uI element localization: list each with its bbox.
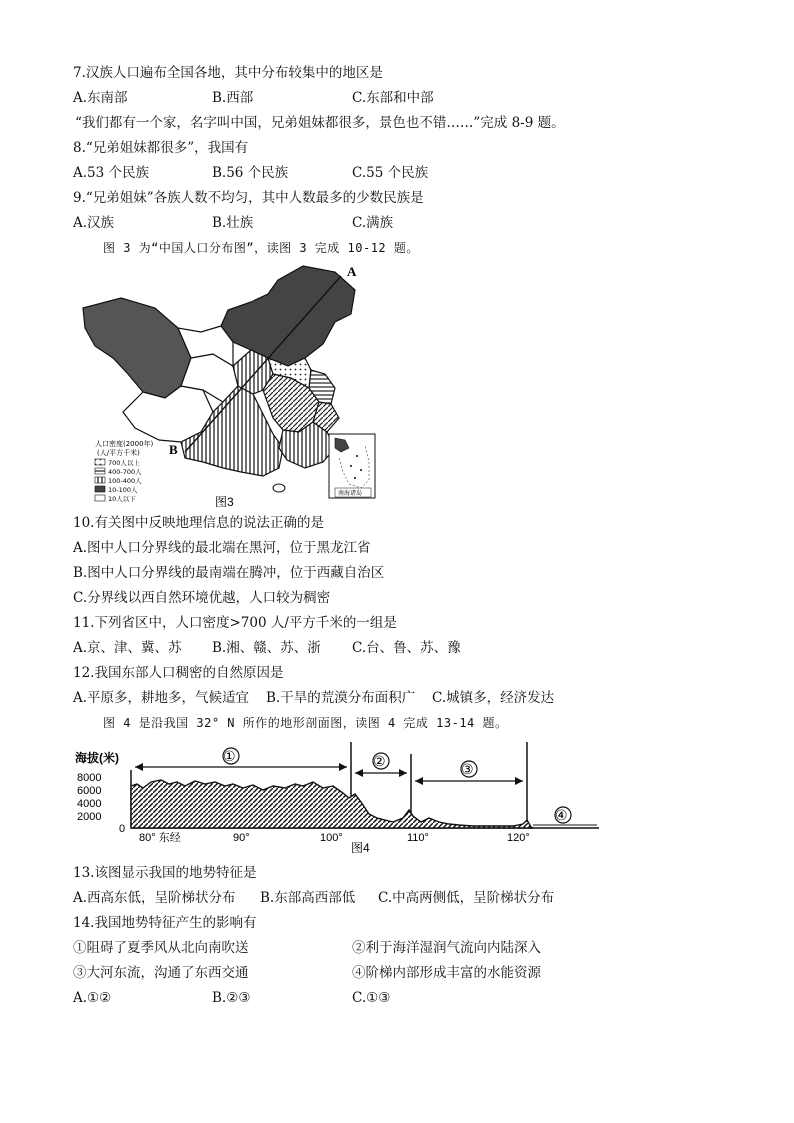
q9-stem: 9.“兄弟姐妹”各族人数不均匀，其中人数最多的少数民族是: [73, 190, 424, 206]
q11-option-b: B.湘、赣、苏、浙: [212, 640, 321, 656]
q12-option-a: A.平原多，耕地多，气候适宜: [73, 690, 250, 706]
q8-stem: 8.“兄弟姐妹都很多”，我国有: [73, 140, 249, 156]
legend-swatch-100-400: [95, 477, 105, 483]
q10-option-c: C.分界线以西自然环境优越，人口较为稠密: [73, 590, 331, 606]
section-2-label: ②: [373, 754, 386, 770]
fig3-label: 图3: [215, 495, 234, 509]
x-tick-120: 120°: [507, 832, 530, 844]
q14-option-c: C.①③: [352, 990, 391, 1006]
region-hainan: [273, 484, 285, 492]
section-3-label: ③: [461, 762, 474, 778]
q7-option-a: A.东南部: [73, 90, 128, 106]
q12-option-b: B.干旱的荒漠分布面积广: [266, 690, 416, 706]
q12-option-c: C.城镇多，经济发达: [432, 690, 555, 706]
inset-label: 南海诸岛: [338, 490, 363, 497]
section-1-label: ①: [223, 749, 236, 765]
section-4-label: ④: [555, 808, 568, 824]
terrain-profile: [131, 780, 533, 828]
q9-option-a: A.汉族: [73, 215, 115, 231]
y-axis-title: 海拔(米): [75, 751, 119, 765]
q13-option-b: B.东部高西部低: [260, 890, 356, 906]
legend-item-under-10: 10人以下: [108, 495, 136, 503]
legend-item-700: 700人以上: [108, 459, 140, 467]
fig3-intro: 图 3 为“中国人口分布图”，读图 3 完成 10-12 题。: [103, 241, 419, 255]
y-tick-4000: 4000: [77, 798, 102, 810]
q11-option-a: A.京、津、冀、苏: [73, 640, 182, 656]
fig4-intro: 图 4 是沿我国 32° N 所作的地形剖面图，读图 4 完成 13-14 题。: [103, 716, 508, 730]
q7-stem: 7.汉族人口遍布全国各地，其中分布较集中的地区是: [73, 65, 383, 81]
q8-option-b: B.56 个民族: [212, 165, 289, 181]
q9-option-c: C.满族: [352, 215, 394, 231]
q14-option-b: B.②③: [212, 990, 251, 1006]
legend-title: 人口密度(2000年): [95, 440, 154, 448]
q14-stem: 14.我国地势特征产生的影响有: [73, 915, 257, 931]
legend-item-400-700: 400-700人: [108, 468, 142, 476]
y-tick-6000: 6000: [77, 785, 102, 797]
south-china-sea-inset: [329, 434, 375, 498]
china-population-map: [73, 262, 413, 512]
x-tick-80: 80° 东经: [139, 832, 181, 844]
q14-option-a: A.①②: [73, 990, 112, 1006]
x-tick-90: 90°: [233, 832, 250, 844]
q7-option-c: C.东部和中部: [352, 90, 434, 106]
q8-option-c: C.55 个民族: [352, 165, 429, 181]
q14-statement-4: ④阶梯内部形成丰富的水能资源: [352, 965, 541, 981]
point-a-label: A: [347, 264, 357, 279]
q11-stem: 11.下列省区中，人口密度>700 人/平方千米的一组是: [73, 615, 397, 631]
y-tick-2000: 2000: [77, 811, 102, 823]
legend-unit: (人/平方千米): [97, 449, 140, 457]
y-tick-0: 0: [119, 823, 126, 835]
q8-option-a: A.53 个民族: [73, 165, 150, 181]
legend-item-10-100: 10-100人: [108, 486, 138, 494]
legend-swatch-400-700: [95, 468, 105, 474]
q10-option-b: B.图中人口分界线的最南端在腾冲，位于西藏自治区: [73, 565, 385, 581]
q14-statement-3: ③大河东流，沟通了东西交通: [73, 965, 249, 981]
q12-stem: 12.我国东部人口稠密的自然原因是: [73, 665, 284, 681]
q9-option-b: B.壮族: [212, 215, 254, 231]
q13-option-a: A.西高东低，呈阶梯状分布: [73, 890, 236, 906]
q13-option-c: C.中高两侧低，呈阶梯状分布: [378, 890, 555, 906]
q7-option-b: B.西部: [212, 90, 254, 106]
q13-stem: 13.该图显示我国的地势特征是: [73, 865, 257, 881]
fig4-label: 图4: [351, 841, 370, 855]
y-tick-8000: 8000: [77, 772, 102, 784]
legend-item-100-400: 100-400人: [108, 477, 142, 485]
x-tick-100: 100°: [320, 832, 343, 844]
q10-stem: 10.有关图中反映地理信息的说法正确的是: [73, 515, 324, 531]
q14-statement-1: ①阻碍了夏季风从北向南吹送: [73, 940, 249, 956]
terrain-profile-chart: [73, 738, 603, 858]
q10-option-a: A.图中人口分界线的最北端在黑河，位于黑龙江省: [73, 540, 371, 556]
intro-8-9: “我们都有一个家，名字叫中国，兄弟姐妹都很多，景色也不错……”完成 8-9 题。: [75, 115, 565, 131]
q14-statement-2: ②利于海洋湿润气流向内陆深入: [352, 940, 541, 956]
q11-option-c: C.台、鲁、苏、豫: [352, 640, 461, 656]
legend-swatch-700: [95, 459, 105, 465]
legend-swatch-10-100: [95, 486, 105, 492]
point-b-label: B: [169, 442, 178, 457]
x-tick-110: 110°: [407, 832, 429, 844]
legend-swatch-under-10: [95, 495, 105, 501]
